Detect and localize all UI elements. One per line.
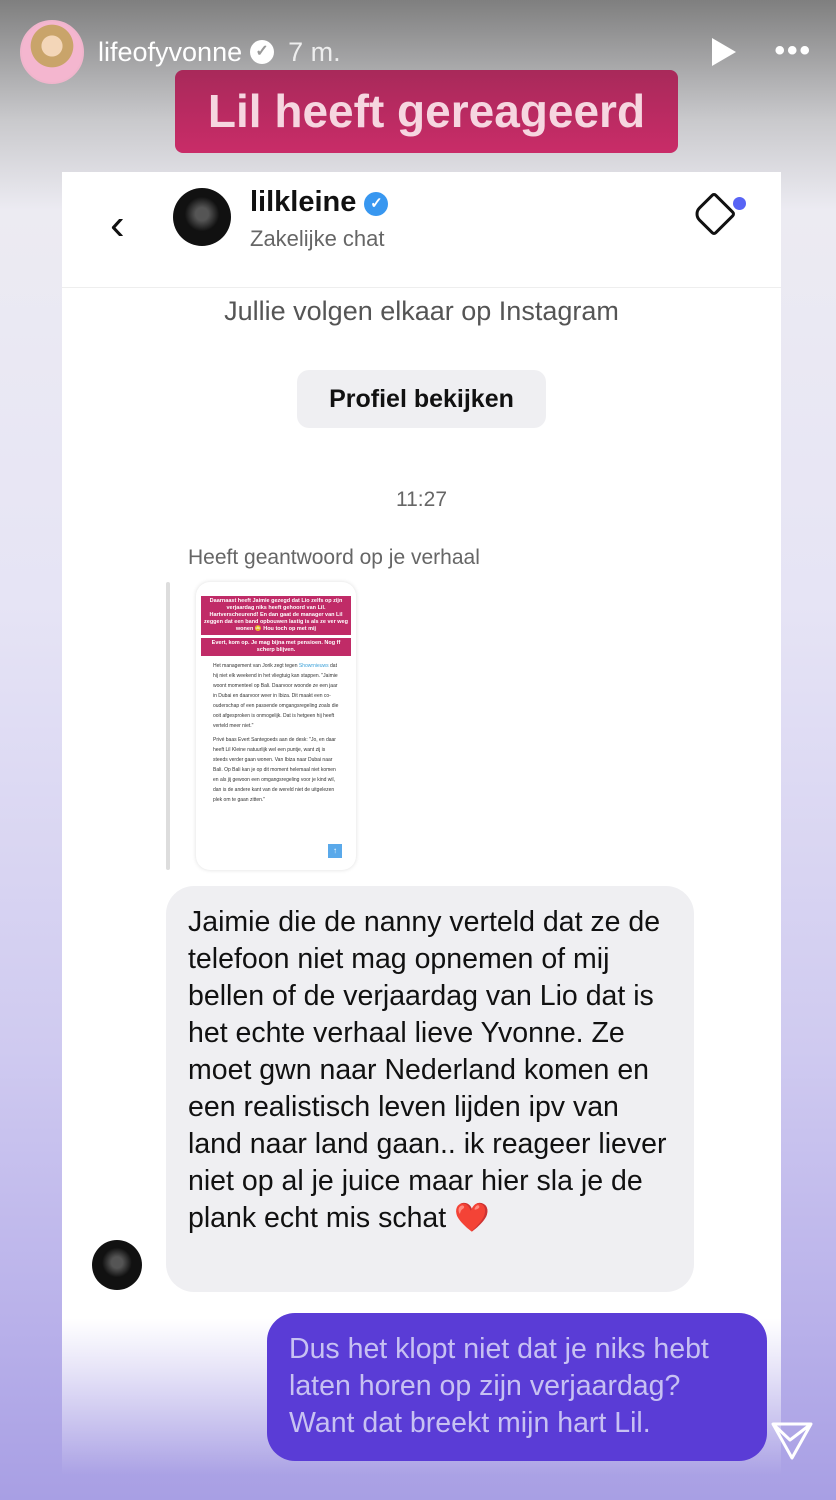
contact-name-text: lilkleine bbox=[250, 186, 357, 218]
replied-label: Heeft geantwoord op je verhaal bbox=[188, 546, 480, 569]
chat-header bbox=[62, 172, 781, 288]
verified-icon: ✓ bbox=[364, 192, 388, 216]
thumb-caption-2: Evert, kom op. Je mag bijna met pensioen. Nog ff scherp blijven. bbox=[201, 638, 351, 656]
story-time: 7 m. bbox=[288, 36, 341, 67]
contact-avatar[interactable] bbox=[173, 188, 231, 246]
more-options-icon[interactable]: ••• bbox=[774, 34, 812, 67]
story-username[interactable]: lifeofyvonne bbox=[98, 36, 243, 67]
follow-info: Jullie volgen elkaar op Instagram bbox=[224, 296, 619, 326]
message-timestamp: 11:27 bbox=[396, 488, 447, 511]
contact-subtitle: Zakelijke chat bbox=[250, 226, 385, 251]
thumb-caption-1: Daarnaast heeft Jaimie gezegd dat Lio zelfs op zijn verjaardag niks heeft gehoord van Lil. Hartverscheurend! En dan gaat de manager van Lil zeggen dat een band opbouwen lastig is als ze ver weg wonen 😳 Hou toch op met mij bbox=[201, 596, 351, 635]
send-icon[interactable] bbox=[770, 1418, 814, 1462]
view-profile-button[interactable]: Profiel bekijken bbox=[297, 370, 546, 428]
contact-name[interactable] bbox=[250, 186, 388, 219]
scroll-up-icon: ↑ bbox=[328, 844, 342, 858]
verified-icon: ✓ bbox=[250, 40, 274, 64]
notification-dot bbox=[733, 197, 746, 210]
story-reply-thumbnail[interactable] bbox=[196, 582, 356, 870]
thumb-paragraph-1 bbox=[201, 659, 351, 733]
back-icon[interactable]: ‹ bbox=[110, 200, 125, 249]
thumb-paragraph-2: Privé baas Evert Santegoeds aan de desk: "Jo, en daar heeft Lil Kleine natuurlijk wel een puntje, want zij is steeds verder gaan wonen. Van Ibiza naar Dubai naar Bali. Op Bali kan je op dit moment helemaal niet komen en als jij gewoon een omgangsregeling voor je kind wil, dan is de andere kant van de wereld niet de uitgelezen plek om te gaan zitten." bbox=[213, 737, 336, 803]
story-banner: Lil heeft gereageerd bbox=[175, 70, 678, 153]
dm-screenshot bbox=[62, 172, 781, 1475]
thumb-text: dat hij niet elk weekend in het vliegtuig kan stappen. "Jaimie woont momenteel op Bali. Daarvoor woonde ze een jaar in Dubai en daarvoor weer in Ibiza. Dit maakt een co-ouderschap of een passende omgangsregeling zoals die ooit afgesproken is onmogelijk. Dat is hetgeen hij heeft verteld meer niet." bbox=[213, 663, 339, 729]
reply-bar bbox=[166, 582, 170, 870]
received-message: Jaimie die de nanny verteld dat ze de telefoon niet mag opnemen of mij bellen of de verjaardag van Lio dat is het echte verhaal lieve Yvonne. Ze moet gwn naar Nederland komen en een realistisch leven lijden ipv van land naar land gaan.. ik reageer liever niet op al je juice maar hier sla je de plank echt mis schat ❤️ bbox=[166, 886, 694, 1292]
tag-icon[interactable] bbox=[691, 191, 736, 236]
sent-message: Dus het klopt niet dat je niks hebt laten horen op zijn verjaardag? Want dat breekt mijn hart Lil. bbox=[267, 1313, 767, 1461]
play-icon[interactable] bbox=[712, 38, 736, 66]
story-avatar[interactable] bbox=[20, 20, 84, 84]
thumb-link: Showrnieuws bbox=[298, 663, 329, 669]
thumb-text: Het management van Jorik zegt tegen bbox=[213, 663, 299, 669]
sender-avatar bbox=[92, 1240, 142, 1290]
